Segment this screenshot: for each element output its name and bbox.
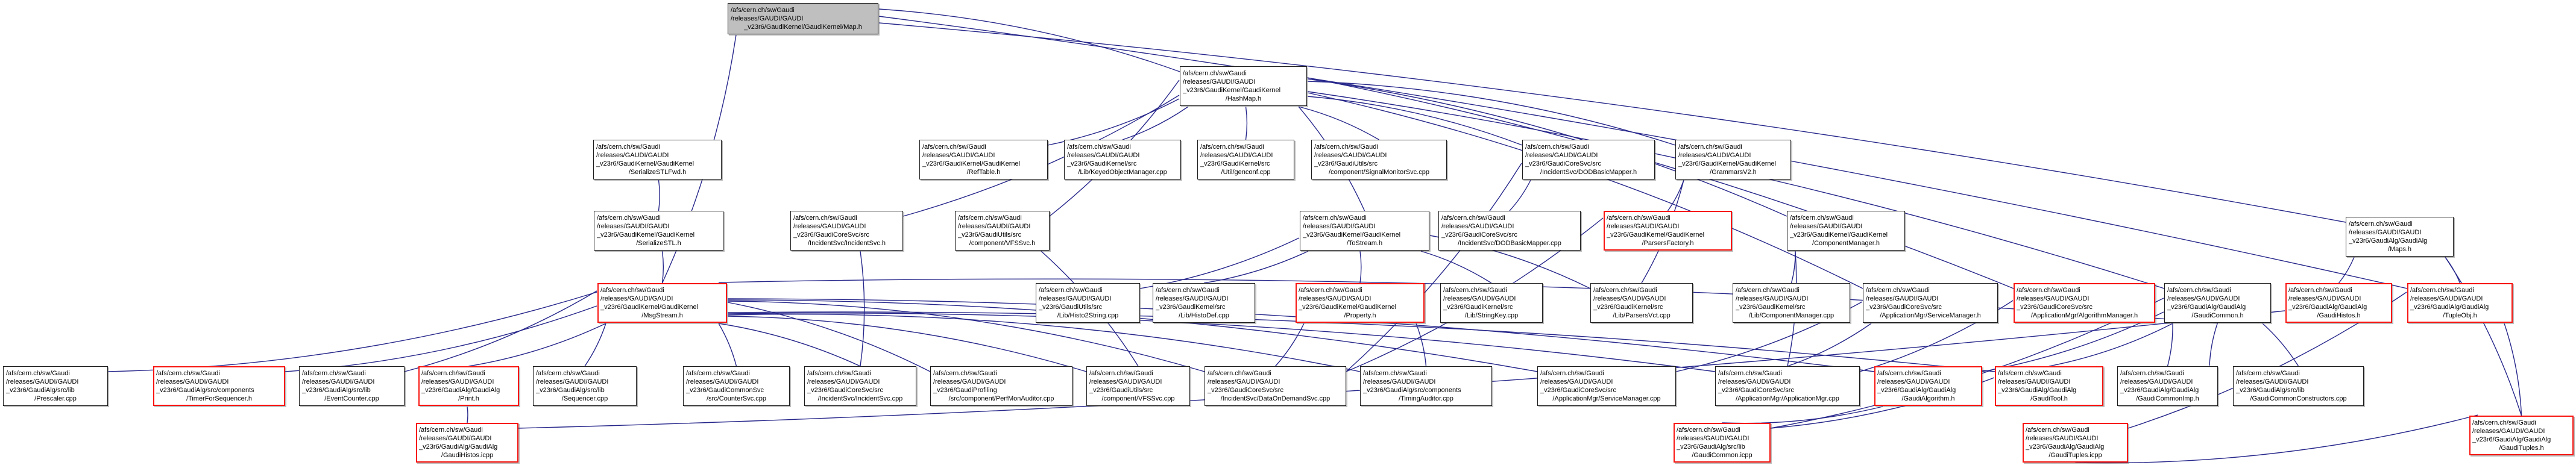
include-edge-gaudicommon_h-to-hashmap_h — [1308, 92, 2164, 288]
node-path-line: /releases/GAUDI/GAUDI — [731, 15, 804, 22]
node-path-line: /ApplicationMgr/ApplicationMgr.cpp — [1736, 395, 1839, 402]
node-path-line: /releases/GAUDI/GAUDI — [1736, 295, 1809, 302]
node-path-line: _v23r6/GaudiAlg/GaudiAlg — [2026, 443, 2105, 451]
node-path-line: _v23r6/GaudiKernel/GaudiKernel — [600, 304, 699, 311]
node-path-line: /Lib/HistoDef.cpp — [1179, 312, 1229, 319]
node-path-line: /afs/cern.ch/sw/Gaudi — [1156, 287, 1220, 294]
node-path-line: /releases/GAUDI/GAUDI — [1718, 378, 1791, 385]
node-gaudicommon_h[interactable] — [2164, 283, 2271, 323]
node-dodbasicmapper_cpp[interactable] — [1438, 211, 1581, 251]
node-path-line: /SerializeSTLFwd.h — [628, 169, 687, 176]
node-path-line: /afs/cern.ch/sw/Gaudi — [1593, 287, 1657, 294]
node-path-line: _v23r6/GaudiAlg/GaudiAlg — [2410, 304, 2489, 311]
node-path-line: /releases/GAUDI/GAUDI — [600, 295, 673, 302]
node-path-line: _v23r6/GaudiCoreSvc/src — [1540, 387, 1616, 394]
node-path-line: _v23r6/GaudiCoreSvc/src — [793, 231, 869, 239]
node-path-line: /releases/GAUDI/GAUDI — [2410, 295, 2483, 302]
node-stringkey_cpp[interactable] — [1440, 283, 1543, 323]
node-path-line: _v23r6/GaudiKernel/GaudiKernel — [1183, 87, 1281, 94]
node-path-line: /afs/cern.ch/sw/Gaudi — [1677, 426, 1740, 434]
node-path-line: _v23r6/GaudiAlg/src/lib — [536, 387, 605, 394]
node-path-line: _v23r6/GaudiAlg/GaudiAlg — [421, 387, 500, 394]
node-path-line: /ComponentManager.h — [1812, 240, 1880, 247]
node-path-line: /Lib/ParsersVct.cpp — [1613, 312, 1671, 319]
node-path-line: _v23r6/GaudiCoreSvc/src — [1208, 387, 1283, 394]
node-path-line: /releases/GAUDI/GAUDI — [1677, 435, 1749, 442]
node-path-line: /afs/cern.ch/sw/Gaudi — [419, 426, 483, 434]
node-path-line: /releases/GAUDI/GAUDI — [1299, 295, 1371, 302]
node-path-line: /Property.h — [1344, 312, 1376, 319]
node-path-line: _v23r6/GaudiAlg/src/lib — [302, 387, 371, 394]
include-edge-hashmap_h-to-map_h — [879, 9, 1180, 72]
node-path-line: /Maps.h — [2387, 246, 2412, 253]
node-path-line: /RefTable.h — [966, 169, 1001, 176]
node-path-line: _v23r6/GaudiKernel/src — [1736, 304, 1806, 311]
node-path-line: /Lib/StringKey.cpp — [1464, 312, 1519, 319]
node-gaudicommonconstructors_cpp[interactable] — [2233, 366, 2364, 406]
include-edge-sequencer_cpp-to-msgstream_h — [585, 323, 606, 366]
node-path-line: /afs/cern.ch/sw/Gaudi — [1866, 287, 1930, 294]
include-edge-gaudituples_h-to-tupleobj_h — [2504, 323, 2522, 416]
node-path-line: /afs/cern.ch/sw/Gaudi — [2120, 370, 2184, 377]
node-path-line: /afs/cern.ch/sw/Gaudi — [958, 214, 1022, 222]
node-path-line: _v23r6/GaudiAlg/GaudiAlg — [2120, 387, 2199, 394]
node-dataondemandsvc_cpp[interactable] — [1205, 366, 1346, 406]
node-path-line: _v23r6/GaudiKernel/GaudiKernel — [1303, 231, 1401, 239]
node-timingauditor_cpp[interactable] — [1360, 366, 1492, 406]
node-path-line: /EventCounter.cpp — [324, 395, 379, 402]
node-path-line: /releases/GAUDI/GAUDI — [793, 223, 866, 230]
node-path-line: _v23r6/GaudiKernel/GaudiKernel — [1790, 231, 1888, 239]
node-path-line: /afs/cern.ch/sw/Gaudi — [793, 214, 857, 222]
node-path-line: /releases/GAUDI/GAUDI — [1866, 295, 1939, 302]
node-path-line: /ApplicationMgr/ServiceManager.cpp — [1552, 395, 1661, 402]
include-edge-serializestl_h-to-serializestlfwd_h — [659, 180, 660, 211]
node-path-line: /releases/GAUDI/GAUDI — [1790, 223, 1863, 230]
node-path-line: _v23r6/GaudiUtils/src — [1089, 387, 1153, 394]
include-edge-incidentsvc_cpp-to-msgstream_h — [719, 323, 860, 366]
node-path-line: /releases/GAUDI/GAUDI — [1314, 152, 1387, 159]
node-path-line: /Lib/Histo2String.cpp — [1057, 312, 1119, 319]
node-path-line: /releases/GAUDI/GAUDI — [1067, 152, 1140, 159]
node-path-line: _v23r6/GaudiKernel/GaudiKernel — [1678, 160, 1777, 167]
node-path-line: /releases/GAUDI/GAUDI — [922, 152, 995, 159]
node-gaudituples_h[interactable] — [2469, 416, 2574, 455]
node-path-line: /TimingAuditor.cpp — [1399, 395, 1453, 402]
node-path-line: _v23r6/GaudiAlg/GaudiAlg — [419, 443, 498, 451]
node-path-line: /HashMap.h — [1225, 95, 1262, 102]
node-path-line: _v23r6/GaudiAlg/GaudiAlg — [2167, 304, 2246, 311]
include-edge-timerforsequencer_h-to-msgstream_h — [285, 306, 597, 372]
include-edge-gaudituples_h-to-maps_h — [2445, 257, 2522, 416]
node-path-line: /afs/cern.ch/sw/Gaudi — [6, 370, 70, 377]
node-path-line: _v23r6/GaudiProfiling — [933, 387, 997, 394]
node-path-line: /releases/GAUDI/GAUDI — [1607, 223, 1680, 230]
node-path-line: /GaudiTuples.icpp — [2049, 452, 2102, 459]
node-path-line: /releases/GAUDI/GAUDI — [2288, 295, 2361, 302]
node-path-line: /afs/cern.ch/sw/Gaudi — [1067, 143, 1131, 151]
node-sequencer_cpp[interactable] — [533, 366, 637, 406]
node-path-line: /releases/GAUDI/GAUDI — [1156, 295, 1229, 302]
node-gaudihistos_icpp[interactable] — [416, 423, 518, 463]
node-path-line: _v23r6/GaudiCoreSvc/src — [2017, 304, 2093, 311]
node-path-line: /afs/cern.ch/sw/Gaudi — [1303, 214, 1367, 222]
node-path-line: /afs/cern.ch/sw/Gaudi — [1363, 370, 1427, 377]
node-path-line: /afs/cern.ch/sw/Gaudi — [1718, 370, 1782, 377]
node-path-line: _v23r6/GaudiKernel/GaudiKernel — [922, 160, 1021, 167]
node-path-line: /afs/cern.ch/sw/Gaudi — [1039, 287, 1103, 294]
node-path-line: /afs/cern.ch/sw/Gaudi — [1443, 287, 1507, 294]
node-path-line: _v23r6/GaudiUtils/src — [958, 231, 1022, 239]
node-property_h[interactable] — [1296, 283, 1425, 323]
node-signalmonitorsvc_cpp[interactable] — [1311, 140, 1447, 179]
node-path-line: /afs/cern.ch/sw/Gaudi — [1314, 143, 1378, 151]
node-path-line: /afs/cern.ch/sw/Gaudi — [2236, 370, 2300, 377]
node-path-line: /afs/cern.ch/sw/Gaudi — [2017, 287, 2080, 294]
include-edge-gaudicommon_h-to-gaudicommonimp_h — [2209, 323, 2218, 366]
node-path-line: /Print.h — [458, 395, 479, 402]
include-edge-grammarsv2_h-to-hashmap_h — [1308, 81, 1675, 145]
node-path-line: /releases/GAUDI/GAUDI — [2120, 378, 2193, 385]
node-path-line: _v23r6/GaudiKernel/src — [1067, 160, 1137, 167]
include-edge-gaudicommonimp_h-to-gaudicommon_h — [2168, 323, 2173, 366]
include-edge-print_h-to-msgstream_h — [469, 323, 606, 366]
include-edge-maps_h-to-map_h — [879, 23, 2346, 222]
node-path-line: /releases/GAUDI/GAUDI — [1441, 223, 1514, 230]
node-path-line: _v23r6/GaudiKernel/GaudiKernel — [596, 160, 694, 167]
node-path-line: /Lib/ComponentManager.cpp — [1748, 312, 1834, 319]
node-path-line: /afs/cern.ch/sw/Gaudi — [1998, 370, 2062, 377]
node-path-line: /Lib/KeyedObjectManager.cpp — [1078, 169, 1167, 176]
node-path-line: /IncidentSvc/IncidentSvc.h — [807, 240, 886, 247]
node-path-line: /component/VFSSvc.cpp — [1101, 395, 1175, 402]
node-histo2string_cpp[interactable] — [1036, 283, 1140, 323]
node-path-line: /releases/GAUDI/GAUDI — [1183, 78, 1256, 86]
node-path-line: /afs/cern.ch/sw/Gaudi — [922, 143, 986, 151]
node-parsersfactory_h[interactable] — [1604, 211, 1732, 251]
node-gauditool_h[interactable] — [1995, 366, 2103, 406]
node-path-line: _v23r6/GaudiAlg/GaudiAlg — [2472, 436, 2551, 443]
node-path-line: /ToStream.h — [1346, 240, 1383, 247]
node-eventcounter_cpp[interactable] — [299, 366, 405, 406]
node-path-line: /src/component/PerfMonAuditor.cpp — [948, 395, 1054, 402]
node-path-line: /releases/GAUDI/GAUDI — [421, 378, 494, 385]
node-path-line: /GaudiHistos.h — [2317, 312, 2361, 319]
node-path-line: /MsgStream.h — [641, 312, 683, 319]
node-path-line: _v23r6/GaudiAlg/src/lib — [2236, 387, 2305, 394]
node-path-line: /IncidentSvc/DODBasicMapper.cpp — [1458, 240, 1561, 247]
node-timerforsequencer_h[interactable] — [153, 366, 285, 406]
node-path-line: _v23r6/GaudiAlg/src/lib — [1677, 443, 1745, 451]
node-maps_h[interactable] — [2346, 217, 2454, 257]
node-path-line: /releases/GAUDI/GAUDI — [1593, 295, 1666, 302]
node-path-line: /releases/GAUDI/GAUDI — [1443, 295, 1516, 302]
node-path-line: /afs/cern.ch/sw/Gaudi — [1089, 370, 1153, 377]
include-edge-gaudihistos_h-to-maps_h — [2339, 257, 2355, 283]
node-path-line: /releases/GAUDI/GAUDI — [596, 152, 669, 159]
node-path-line: /GaudiCommon.icpp — [1692, 452, 1752, 459]
node-path-line: /releases/GAUDI/GAUDI — [958, 223, 1031, 230]
node-gaudituples_icpp[interactable] — [2023, 423, 2128, 463]
node-serializestlfwd_h[interactable] — [593, 140, 722, 179]
node-path-line: _v23r6/GaudiAlg/GaudiAlg — [1998, 387, 2077, 394]
node-path-line: _v23r6/GaudiAlg/GaudiAlg — [1877, 387, 1956, 394]
node-path-line: /afs/cern.ch/sw/Gaudi — [600, 287, 664, 294]
node-countersvc_cpp[interactable] — [683, 366, 790, 406]
include-edge-gaudituples_icpp-to-gaudituples_h — [2076, 415, 2478, 463]
node-path-line: /afs/cern.ch/sw/Gaudi — [302, 370, 366, 377]
node-path-line: /afs/cern.ch/sw/Gaudi — [1540, 370, 1604, 377]
node-path-line: /component/VFSSvc.h — [969, 240, 1036, 247]
node-path-line: _v23r6/GaudiKernel/GaudiKernel — [1299, 304, 1397, 311]
node-path-line: /afs/cern.ch/sw/Gaudi — [1183, 70, 1247, 77]
node-path-line: /releases/GAUDI/GAUDI — [2167, 295, 2240, 302]
node-path-line: /releases/GAUDI/GAUDI — [1998, 378, 2071, 385]
node-path-line: _v23r6/GaudiAlg/src/components — [156, 387, 254, 394]
node-path-line: /Util/genconf.cpp — [1221, 169, 1271, 176]
node-path-line: /releases/GAUDI/GAUDI — [2349, 229, 2422, 236]
node-parsersvct_cpp[interactable] — [1590, 283, 1693, 323]
node-path-line: /releases/GAUDI/GAUDI — [1200, 152, 1273, 159]
include-edge-signalmonitorsvc_cpp-to-hashmap_h — [1299, 107, 1379, 140]
node-gaudicommonimp_h[interactable] — [2117, 366, 2218, 406]
node-path-line: /afs/cern.ch/sw/Gaudi — [686, 370, 750, 377]
node-tupleobj_h[interactable] — [2407, 283, 2513, 323]
node-path-line: /releases/GAUDI/GAUDI — [2017, 295, 2089, 302]
node-applicationmgr_cpp[interactable] — [1715, 366, 1860, 406]
node-path-line: /afs/cern.ch/sw/Gaudi — [731, 7, 795, 14]
node-path-line: /afs/cern.ch/sw/Gaudi — [1678, 143, 1742, 151]
node-path-line: /afs/cern.ch/sw/Gaudi — [933, 370, 997, 377]
include-edge-property_h-to-tostream_h — [1360, 251, 1361, 283]
node-path-line: _v23r6/GaudiUtils/src — [1039, 304, 1103, 311]
node-path-line: /Prescaler.cpp — [34, 395, 77, 402]
node-path-line: /releases/GAUDI/GAUDI — [597, 223, 670, 230]
node-serializestl_h[interactable] — [594, 211, 723, 251]
node-tostream_h[interactable] — [1300, 211, 1429, 251]
node-path-line: /afs/cern.ch/sw/Gaudi — [1299, 287, 1362, 294]
node-path-line: /afs/cern.ch/sw/Gaudi — [421, 370, 485, 377]
include-edge-countersvc_cpp-to-msgstream_h — [719, 323, 737, 366]
include-edge-applicationmgr_cpp-to-servicemanager_h — [1787, 323, 1871, 366]
node-path-line: _v23r6/GaudiKernel/src — [1593, 304, 1663, 311]
node-path-line: /IncidentSvc/DODBasicMapper.h — [1540, 169, 1637, 176]
node-gaudihistos_h[interactable] — [2285, 283, 2392, 323]
node-map_h — [728, 3, 878, 34]
node-path-line: /GaudiCommonConstructors.cpp — [2250, 395, 2347, 402]
node-path-line: _v23r6/GaudiKernel/GaudiKernel/Map.h — [744, 23, 862, 31]
node-path-line: _v23r6/GaudiCoreSvc/src — [1866, 304, 1942, 311]
node-path-line: /afs/cern.ch/sw/Gaudi — [1607, 214, 1671, 222]
node-path-line: /afs/cern.ch/sw/Gaudi — [1790, 214, 1854, 222]
node-histodef_cpp[interactable] — [1153, 283, 1255, 323]
node-componentmanager_cpp[interactable] — [1733, 283, 1850, 323]
node-path-line: /ParsersFactory.h — [1642, 240, 1694, 247]
include-edge-msgstream_h-to-serializestl_h — [663, 251, 664, 283]
node-path-line: /releases/GAUDI/GAUDI — [1089, 378, 1162, 385]
node-path-line: /releases/GAUDI/GAUDI — [536, 378, 609, 385]
node-path-line: /afs/cern.ch/sw/Gaudi — [1441, 214, 1505, 222]
node-incidentsvc_cpp[interactable] — [804, 366, 916, 406]
node-path-line: _v23r6/GaudiCoreSvc/src — [807, 387, 883, 394]
node-vfssvc_h[interactable] — [955, 211, 1050, 251]
node-path-line: /GaudiTool.h — [2030, 395, 2068, 402]
node-path-line: /component/SignalMonitorSvc.cpp — [1329, 169, 1429, 176]
node-path-line: _v23r6/GaudiKernel/src — [1200, 160, 1270, 167]
node-path-line: /IncidentSvc/IncidentSvc.cpp — [817, 395, 903, 402]
node-path-line: /releases/GAUDI/GAUDI — [156, 378, 229, 385]
node-path-line: /afs/cern.ch/sw/Gaudi — [1208, 370, 1271, 377]
node-path-line: /releases/GAUDI/GAUDI — [2026, 435, 2099, 442]
node-path-line: /releases/GAUDI/GAUDI — [1208, 378, 1280, 385]
node-path-line: /afs/cern.ch/sw/Gaudi — [536, 370, 600, 377]
include-edge-gaudihistos_icpp-to-print_h — [467, 407, 468, 423]
node-path-line: /releases/GAUDI/GAUDI — [807, 378, 880, 385]
node-path-line: /afs/cern.ch/sw/Gaudi — [2472, 419, 2536, 426]
node-path-line: _v23r6/GaudiAlg/src/components — [1363, 387, 1461, 394]
node-path-line: /afs/cern.ch/sw/Gaudi — [156, 370, 220, 377]
node-grammarsv2_h[interactable] — [1675, 140, 1791, 179]
node-path-line: /GrammarsV2.h — [1710, 169, 1757, 176]
node-path-line: /src/CounterSvc.cpp — [706, 395, 767, 402]
node-path-line: /afs/cern.ch/sw/Gaudi — [2288, 287, 2352, 294]
node-path-line: /IncidentSvc/DataOnDemandSvc.cpp — [1220, 395, 1331, 402]
node-servicemanager_h[interactable] — [1863, 283, 1998, 323]
node-path-line: /releases/GAUDI/GAUDI — [1525, 152, 1598, 159]
node-path-line: _v23r6/GaudiCoreSvc/src — [1525, 160, 1601, 167]
node-incidentsvc_h[interactable] — [790, 211, 903, 251]
node-prescaler_cpp[interactable] — [3, 366, 108, 406]
include-edge-dodbasicmapper_h-to-hashmap_h — [1308, 96, 1522, 145]
node-path-line: /GaudiCommon.h — [2191, 312, 2244, 319]
node-path-line: _v23r6/GaudiAlg/GaudiAlg — [2349, 237, 2428, 245]
node-msgstream_h[interactable] — [597, 283, 727, 323]
node-path-line: /releases/GAUDI/GAUDI — [1303, 223, 1376, 230]
include-edge-incidentsvc_cpp-to-incidentsvc_h — [860, 251, 864, 366]
node-componentmanager_h[interactable] — [1787, 211, 1905, 251]
include-edge-histodef_cpp-to-tostream_h — [1204, 251, 1308, 283]
node-path-line: /afs/cern.ch/sw/Gaudi — [597, 214, 661, 222]
node-hashmap_h[interactable] — [1180, 66, 1307, 106]
node-keyedobjectmanager_cpp[interactable] — [1064, 140, 1181, 179]
node-path-line: _v23r6/GaudiKernel/GaudiKernel — [597, 231, 695, 239]
include-edge-gauditool_h-to-gaudicommon_h — [2049, 323, 2173, 366]
node-path-line: /afs/cern.ch/sw/Gaudi — [1525, 143, 1589, 151]
node-path-line: /afs/cern.ch/sw/Gaudi — [2167, 287, 2231, 294]
node-path-line: /afs/cern.ch/sw/Gaudi — [2410, 287, 2474, 294]
node-path-line: /releases/GAUDI/GAUDI — [1363, 378, 1436, 385]
node-vfssvc_cpp[interactable] — [1086, 366, 1190, 406]
include-edge-prescaler_cpp-to-msgstream_h — [108, 292, 597, 372]
node-gaudicommon_icpp[interactable] — [1674, 423, 1771, 463]
node-path-line: /Sequencer.cpp — [561, 395, 608, 402]
node-path-line: /afs/cern.ch/sw/Gaudi — [807, 370, 871, 377]
node-gaudialgorithm_h[interactable] — [1874, 366, 1982, 406]
node-path-line: /ApplicationMgr/ServiceManager.h — [1880, 312, 1981, 319]
node-path-line: /TupleObj.h — [2443, 312, 2477, 319]
node-path-line: /GaudiAlgorithm.h — [1901, 395, 1955, 402]
node-path-line: /SerializeSTL.h — [636, 240, 681, 247]
node-path-line: /afs/cern.ch/sw/Gaudi — [2026, 426, 2089, 434]
node-path-line: _v23r6/GaudiUtils/src — [1314, 160, 1378, 167]
node-path-line: /releases/GAUDI/GAUDI — [302, 378, 375, 385]
node-servicemanager_cpp[interactable] — [1537, 366, 1676, 406]
node-path-line: /releases/GAUDI/GAUDI — [2472, 428, 2545, 435]
node-path-line: _v23r6/GaudiKernel/src — [1156, 304, 1226, 311]
include-edge-timingauditor_cpp-to-property_h — [1416, 323, 1426, 366]
node-path-line: _v23r6/GaudiCoreSvc/src — [1441, 231, 1517, 239]
node-path-line: _v23r6/GaudiAlg/GaudiAlg — [2288, 304, 2367, 311]
node-print_h[interactable] — [418, 366, 519, 406]
node-path-line: /ApplicationMgr/AlgorithmManager.h — [2030, 312, 2138, 319]
node-path-line: /releases/GAUDI/GAUDI — [933, 378, 1006, 385]
node-path-line: /releases/GAUDI/GAUDI — [686, 378, 759, 385]
include-edge-dodbasicmapper_cpp-to-dodbasicmapper_h — [1510, 180, 1531, 211]
node-path-line: /releases/GAUDI/GAUDI — [1039, 295, 1112, 302]
node-path-line: /releases/GAUDI/GAUDI — [6, 378, 79, 385]
node-path-line: /afs/cern.ch/sw/Gaudi — [1200, 143, 1264, 151]
node-path-line: _v23r6/GaudiKernel/src — [1443, 304, 1513, 311]
include-edge-servicemanager_h-to-hashmap_h — [1308, 93, 1863, 288]
node-algorithmmanager_h[interactable] — [2014, 283, 2155, 323]
node-path-line: /GaudiTuples.h — [2499, 444, 2544, 452]
node-path-line: /releases/GAUDI/GAUDI — [419, 435, 492, 442]
include-edge-genconf_cpp-to-hashmap_h — [1246, 107, 1247, 140]
node-path-line: /GaudiHistos.icpp — [441, 452, 494, 459]
node-path-line: /afs/cern.ch/sw/Gaudi — [596, 143, 660, 151]
node-genconf_cpp[interactable] — [1197, 140, 1294, 179]
node-path-line: /afs/cern.ch/sw/Gaudi — [1877, 370, 1941, 377]
node-path-line: _v23r6/GaudiCoreSvc/src — [1718, 387, 1794, 394]
node-path-line: /TimerForSequencer.h — [186, 395, 253, 402]
node-dodbasicmapper_h[interactable] — [1522, 140, 1655, 179]
node-path-line: _v23r6/GaudiCommonSvc — [686, 387, 764, 394]
node-path-line: /afs/cern.ch/sw/Gaudi — [1736, 287, 1800, 294]
node-path-line: _v23r6/GaudiKernel/GaudiKernel — [1607, 231, 1705, 239]
node-perfmonauditor_cpp[interactable] — [930, 366, 1072, 406]
node-path-line: _v23r6/GaudiAlg/src/lib — [6, 387, 75, 394]
node-path-line: /releases/GAUDI/GAUDI — [1678, 152, 1751, 159]
node-reftable_h[interactable] — [919, 140, 1048, 179]
node-path-line: /afs/cern.ch/sw/Gaudi — [2349, 220, 2413, 228]
node-path-line: /GaudiCommonImp.h — [2136, 395, 2199, 402]
node-path-line: /releases/GAUDI/GAUDI — [1877, 378, 1950, 385]
node-path-line: /releases/GAUDI/GAUDI — [2236, 378, 2309, 385]
node-path-line: /releases/GAUDI/GAUDI — [1540, 378, 1613, 385]
